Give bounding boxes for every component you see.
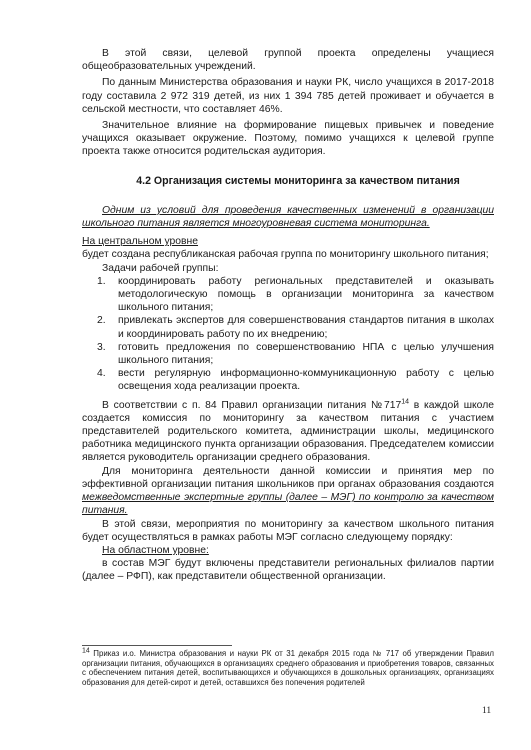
footnote xyxy=(82,649,494,687)
lead-statement: Одним из условий для проведения качественных изменений в организации школьного питания является многоуровневая система мониторинга. xyxy=(82,204,494,230)
list-item-number: 2. xyxy=(97,315,106,327)
list-item-number: 1. xyxy=(97,275,106,287)
monitoring-text: Для мониторинга деятельности данной комиссии и принятия мер по эффективной организации питания школьников при органах образования создаются xyxy=(82,465,494,490)
list-item xyxy=(97,367,494,393)
regional-level-label: На областном уровне: xyxy=(102,544,209,556)
central-level-text: будет создана республиканская рабочая группа по мониторингу школьного питания; xyxy=(82,249,489,261)
list-item-text: вести регулярную информационно-коммуникационную работу с целью освещения хода реализации проекта. xyxy=(118,368,494,393)
footnote-text: Приказ и.о. Министра образования и науки РК от 31 декабря 2015 года № 717 об утверждении Правил организации питания, обучающихся в организациях среднего образования и приобретения товаров, связанных с обеспечением питания детей, воспитывающихся и обучающихся в дошкольных организациях, организациях образования для детей-сирот и детей, оставшихся без попечения родителей xyxy=(82,649,494,687)
list-item xyxy=(97,341,494,367)
paragraph-expert-groups xyxy=(82,465,494,518)
list-item xyxy=(97,275,494,315)
paragraph-environment-influence: Значительное влияние на формирование пищевых привычек и поведение учащихся оказывает окружение. Поэтому, помимо учащихся к целевой группе проекта также относится родительская аудитория. xyxy=(82,120,494,158)
central-level-label: На центральном уровне xyxy=(82,236,199,248)
regional-level-text: в состав МЭГ будут включены представители региональных филиалов партии (далее – РФП), как представители общественной организации. xyxy=(82,558,494,583)
tasks-list xyxy=(82,275,494,394)
rules-text-continued: в каждой школе создается комиссия по мониторингу за качеством питания с участием представителей родительского комитета, администрации школы, медицинского работника медицинского пункта организации образования. Председателем комиссии является руководитель организации среднего образования. xyxy=(82,399,494,464)
monitoring-emphasis: межведомственные экспертные группы (далее – МЭГ) по контролю за качеством питания. xyxy=(82,492,494,517)
paragraph-target-group: В этой связи, целевой группой проекта определены учащиеся общеобразовательных учреждений. xyxy=(82,48,494,73)
footnote-divider xyxy=(82,645,232,646)
list-item-text: координировать работу региональных представителей и оказывать методологическую помощь в организации мониторинга за качеством школьного питания; xyxy=(118,275,494,314)
page-number: 11 xyxy=(482,706,492,716)
paragraph-meg-procedure: В этой связи, мероприятия по мониторингу за качеством школьного питания будет осуществляться в рамках работы МЭГ согласно следующему порядку: xyxy=(82,518,494,543)
page-body xyxy=(82,47,494,584)
central-level-block xyxy=(82,235,494,393)
list-item-text: привлекать экспертов для совершенствования стандартов питания в школах и координировать работу по их внедрению; xyxy=(118,315,494,340)
list-item xyxy=(97,314,494,340)
list-item-number: 4. xyxy=(97,368,106,380)
paragraph-student-statistics: По данным Министерства образования и науки РК, число учащихся в 2017-2018 году составила 2 972 319 детей, из них 1 394 785 детей проживает и обучается в сельской местности, что составляет 46%. xyxy=(82,77,494,115)
list-item-number: 3. xyxy=(97,341,106,353)
footnote-number: 14 xyxy=(82,647,90,655)
paragraph-school-commission xyxy=(82,399,494,465)
rules-text: В соответствии с п. 84 Правил организации питания №717 xyxy=(102,399,402,411)
list-item-text: готовить предложения по совершенствованию НПА с целью улучшения школьного питания; xyxy=(118,341,494,367)
footnote-reference[interactable]: 14 xyxy=(401,398,410,406)
tasks-label: Задачи рабочей группы: xyxy=(102,262,219,274)
section-heading: 4.2 Организация системы мониторинга за качеством питания xyxy=(136,174,460,187)
